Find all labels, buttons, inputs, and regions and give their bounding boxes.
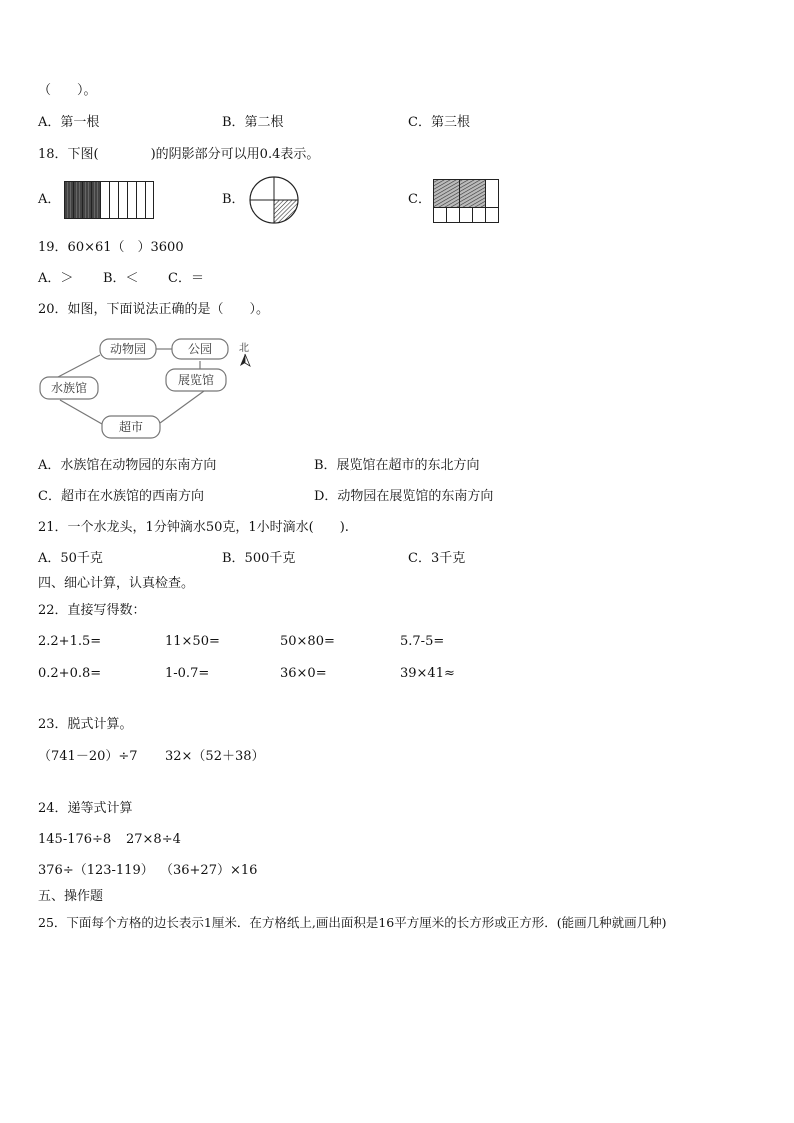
q22-r2-item-3: 36×0= — [280, 666, 327, 681]
q24-item-4: （36+27）×16 — [160, 863, 258, 878]
q22-r2-item-4: 39×41≈ — [400, 666, 455, 681]
q18-figure-a-bar — [64, 181, 154, 219]
q21-option-a[interactable]: A．50千克 — [38, 551, 103, 566]
q21-stem: 21．一个水龙头，1分钟滴水50克，1小时滴水( ). — [38, 520, 349, 535]
map-label-exhibit: 展览馆 — [177, 373, 215, 387]
q18-label-c[interactable]: C． — [408, 192, 431, 207]
q21-option-c[interactable]: C．3千克 — [408, 551, 466, 566]
q22-r1-item-1: 2.2+1.5= — [38, 634, 102, 649]
q23-item-2: 32×（52＋38） — [165, 749, 265, 764]
q24-stem: 24．递等式计算 — [38, 801, 133, 816]
section-4-heading: 四、细心计算，认真检查。 — [38, 576, 195, 591]
q19-stem: 19．60×61（ ）3600 — [38, 240, 184, 255]
q18-label-b[interactable]: B． — [222, 192, 245, 207]
q24-item-2: 27×8÷4 — [126, 832, 181, 847]
q18-figure-c-grid — [433, 179, 499, 223]
q17-option-b[interactable]: B．第二根 — [222, 115, 284, 130]
map-label-park: 公园 — [187, 342, 213, 356]
q20-option-c[interactable]: C．超市在水族馆的西南方向 — [38, 489, 204, 504]
q21-option-b[interactable]: B．500千克 — [222, 551, 296, 566]
q23-stem: 23．脱式计算。 — [38, 717, 133, 732]
q18-figure-b-circle — [248, 176, 300, 224]
q22-r2-item-2: 1-0.7= — [165, 666, 210, 681]
q24-item-3: 376÷（123-119） — [38, 863, 154, 878]
q19-option-b[interactable]: B．＜ — [103, 271, 139, 286]
q20-option-d[interactable]: D．动物园在展览馆的东南方向 — [314, 489, 494, 504]
q23-item-1: （741－20）÷7 — [38, 749, 138, 764]
q20-stem: 20．如图，下面说法正确的是（ ）。 — [38, 302, 270, 317]
q18-label-a[interactable]: A． — [38, 192, 61, 207]
q17-option-a[interactable]: A．第一根 — [38, 115, 100, 130]
q20-option-b[interactable]: B．展览馆在超市的东北方向 — [314, 458, 480, 473]
map-label-market: 超市 — [118, 420, 144, 434]
q20-direction-map — [38, 337, 262, 441]
map-label-zoo: 动物园 — [109, 342, 147, 356]
q22-stem: 22．直接写得数： — [38, 603, 146, 618]
q25-stem: 25．下面每个方格的边长表示1厘米．在方格纸上,画出面积是16平方厘米的长方形或正方形．(能画几种就画几种) — [38, 915, 667, 930]
q22-r1-item-4: 5.7-5= — [400, 634, 445, 649]
q19-option-c[interactable]: C．＝ — [168, 271, 204, 286]
map-label-north: 北 — [239, 343, 249, 354]
q22-r1-item-3: 50×80= — [280, 634, 335, 649]
q22-r1-item-2: 11×50= — [165, 634, 220, 649]
map-label-aquarium: 水族馆 — [50, 381, 88, 395]
q20-option-a[interactable]: A．水族馆在动物园的东南方向 — [38, 458, 217, 473]
q24-item-1: 145-176÷8 — [38, 832, 112, 847]
q17-blank: （ ）。 — [38, 83, 97, 98]
q19-option-a[interactable]: A．＞ — [38, 271, 74, 286]
north-arrow-icon — [240, 354, 245, 366]
q18-stem: 18．下图( )的阴影部分可以用0.4表示。 — [38, 147, 320, 162]
q22-r2-item-1: 0.2+0.8= — [38, 666, 102, 681]
section-5-heading: 五、操作题 — [38, 889, 104, 904]
q17-option-c[interactable]: C．第三根 — [408, 115, 470, 130]
